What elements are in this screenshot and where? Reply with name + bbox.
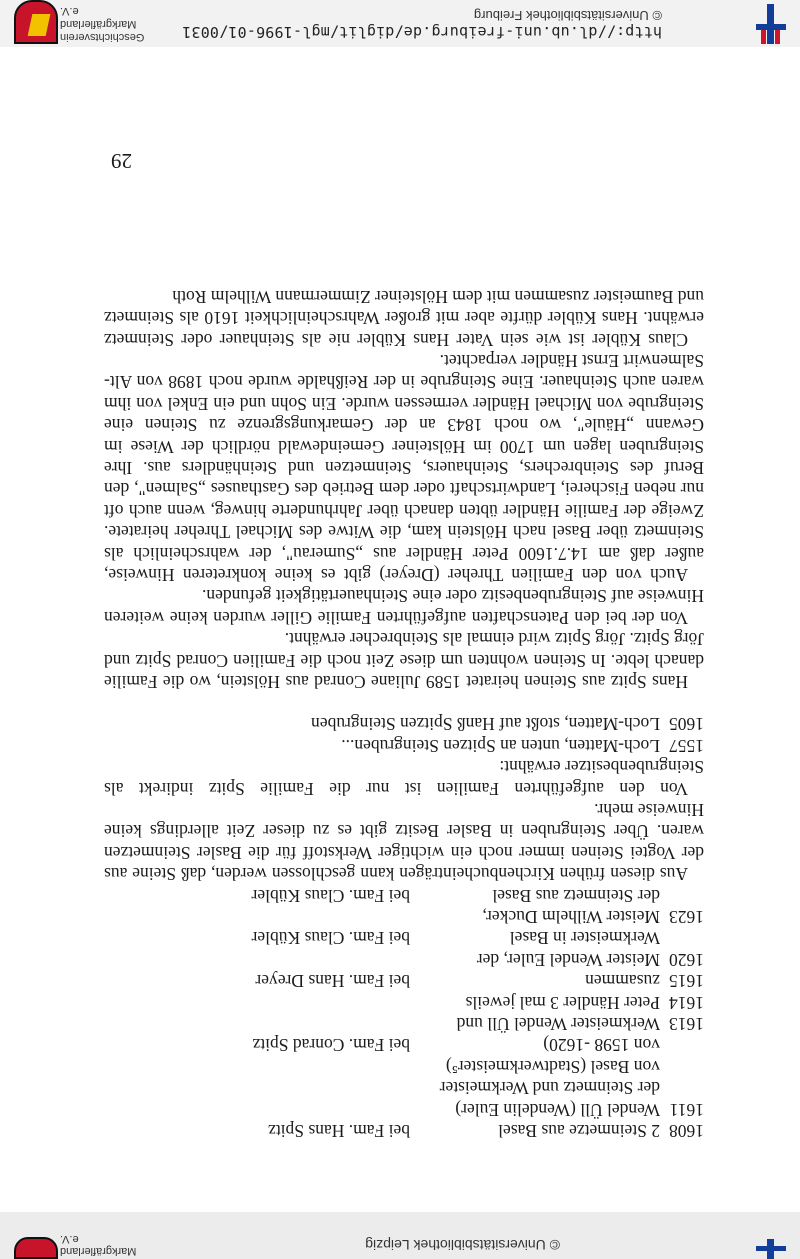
table-cell-year: 1620	[669, 949, 704, 970]
table-cell-year: 1608	[669, 1121, 704, 1141]
table-cell-description: der Steinmetz aus Basel	[492, 885, 660, 906]
university-logo-icon	[756, 1239, 786, 1259]
table-cell-description: Werkmeister Wendel Üll und	[456, 1014, 660, 1035]
table-cell-family: bei Fam. Conrad Spitz	[252, 1035, 410, 1056]
table-cell-description: 2 Steinmetze aus Basel	[498, 1121, 660, 1141]
table-cell-description: Peter Händler 3 mal jeweils	[465, 992, 660, 1013]
table-row	[104, 1013, 704, 1034]
table-cell-year	[660, 927, 704, 948]
society-crest-icon	[14, 1237, 58, 1259]
table-cell-family: bei Fam. Claus Kübler	[251, 885, 410, 906]
table-cell-family: bei Fam. Hans Spitz	[268, 1121, 410, 1141]
table-cell-year: 1623	[669, 907, 704, 928]
table-cell-year	[660, 1034, 704, 1055]
table-row	[104, 1055, 704, 1076]
table-cell-year	[660, 1077, 704, 1098]
table-cell-description: Wendel Üll (Wendelin Euler)	[455, 1099, 660, 1120]
table-row	[104, 948, 704, 969]
baptism-table	[104, 884, 704, 1141]
table-cell-year: 1611	[669, 1099, 704, 1120]
table-cell-description: von Basel (Stadtwerkmeister⁵)	[445, 1056, 660, 1077]
copyright-holder-footer: © Universitätsbibliothek Leipzig	[365, 1237, 560, 1253]
page-number: 29	[111, 149, 132, 173]
society-name-footer: Markgräflerland e.V.	[60, 1233, 137, 1257]
body-text	[104, 285, 704, 1141]
table-cell-year: 1615	[669, 971, 704, 992]
table-cell-year: 1614	[669, 992, 704, 1013]
table-row	[104, 1077, 704, 1098]
university-logo-icon	[756, 4, 786, 44]
table-cell-family: bei Fam. Hans Dreyer	[255, 971, 410, 992]
table-row	[104, 1098, 704, 1119]
table-cell-description: von 1598 -1620)	[543, 1035, 660, 1056]
table-row	[104, 1120, 704, 1141]
table-row	[104, 927, 704, 948]
paragraph: Claus Kübler ist wie sein Vater Hans Kübler nie als Steinhauer oder Steinmetz erwähnt. Hans Kübler dürfte aber mit großer Wahrscheinlichkeit 1610 als Steinmetz und Baumeister zusammen mit dem Hölsteiner Zimmermann Wilhelm Roth	[104, 286, 704, 350]
table-row	[104, 991, 704, 1012]
paragraph: Von der bei den Patenschaften aufgeführten Familie Giller wurden keine weiteren Hinweise auf Steingrubenbesitz oder eine Steinhauertätigkeit gefunden.	[104, 586, 704, 628]
table-row	[104, 970, 704, 991]
copyright-holder: © Universitätsbibliothek Freiburg	[473, 8, 662, 23]
paragraph: Auch von den Familien Threher (Dreyer) gibt es keine konkreteren Hinweise, außer daß am 14.7.1600 Peter Händler aus „Sumerau", der wahrscheinlich als Steinmetz über Basel nach Hölstein kam, die Witwe des Michael Threher heiratete. Zweige der Familie Händler übten danach über Jahrhunderte hinweg, wenn auch oft nur neben Fischerei, Landwirtschaft oder dem Betrieb des Gasthauses „Salmen", den Beruf des Steinbrechers, Steinhauers, Steinmetzen und Steinhändlers aus. Ihre Steingruben lagen um 1700 im Hölsteiner Gemeindewald nördlich der Wiese im Gewann „Häule", wo noch 1843 an der Gemarkungsgrenze zu Steinen eine Steingrube von Michael Händler vermessen wurde. Ein Sohn und ein Enkel von ihm waren auch Steinhauer. Eine Steingrube in der Reißhalde wurde noch 1898 von Alt-Salmenwirt Ernst Händler verpachtet.	[104, 350, 704, 586]
table-cell-year	[660, 1055, 704, 1076]
list-item: 1557Loch-Matten, unten an Spitzen Steingruben...	[341, 735, 704, 756]
table-cell-description: Meister Wendel Euler, der	[476, 949, 660, 970]
paragraph: Hans Spitz aus Steinen heiratet 1589 Juliane Conrad aus Hölstein, wo die Familie danach lebte. In Steinen wohnten um diese Zeit noch die Familien Conrad Spitz und Jörg Spitz. Jörg Spitz wird einmal als Steinbrecher erwähnt.	[104, 629, 704, 693]
table-cell-description: Meister Wilhelm Ducker,	[482, 907, 660, 928]
society-name: Geschichtsverein Markgräflerland e.V.	[60, 5, 145, 43]
table-cell-family: bei Fam. Claus Kübler	[251, 928, 410, 949]
paragraph: Aus diesen frühen Kirchenbucheinträgen kann geschlossen werden, daß Steine aus der Vogtei Steinen immer noch ein wichtiger Werkstoff für die Basler Steinmetzen waren. Über Steingruben in Basler Besitz gibt es zu dieser Zeit allerdings keine Hinweise mehr.	[104, 800, 704, 885]
table-cell-description: zusammen	[585, 971, 660, 992]
table-cell-year: 1613	[669, 1014, 704, 1035]
list-item: 1605Loch-Matten, stoßt auf Hanß Spitzen Steingruben	[311, 714, 704, 735]
society-crest-icon	[14, 0, 58, 44]
paragraph: Von den aufgeführten Familien ist nur die Familie Spitz indirekt als Steingrubenbesitzer erwähnt:	[104, 757, 704, 799]
table-row	[104, 884, 704, 905]
document-url[interactable]: http://dl.ub.uni-freiburg.de/diglit/mgl-1996-01/0031	[182, 23, 662, 41]
table-cell-year	[660, 884, 704, 905]
table-row	[104, 1034, 704, 1055]
table-cell-description: Werkmeister in Basel	[509, 928, 660, 949]
table-cell-description: der Steinmetz und Werkmeister	[439, 1078, 660, 1099]
table-row	[104, 906, 704, 927]
